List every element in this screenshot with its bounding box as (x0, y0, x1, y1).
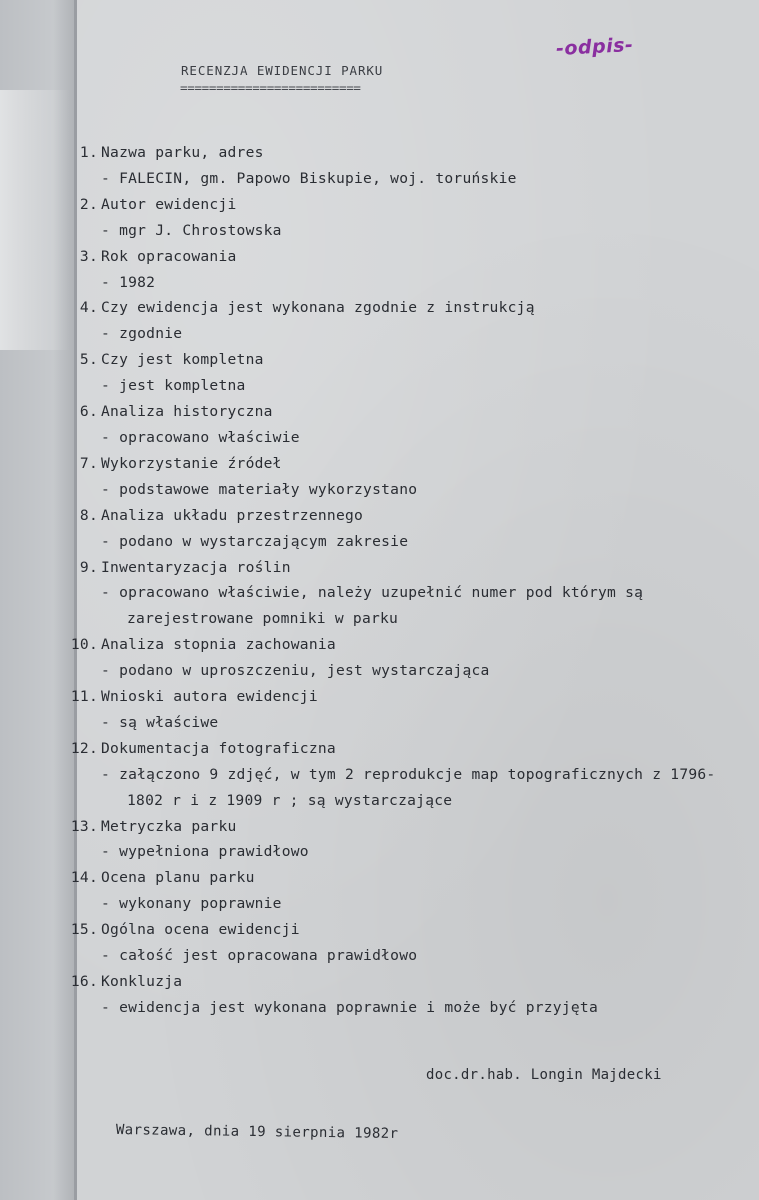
list-item (60, 244, 750, 296)
item-answer: - jest kompletna (101, 377, 246, 395)
item-label: Ogólna ocena ewidencji (101, 921, 300, 939)
item-number: 13. (70, 817, 98, 835)
item-answer: - załączono 9 zdjęć, w tym 2 reprodukcje map topograficznych z 1796-1802 r i z 1909 r ; są wystarczające (101, 765, 716, 809)
list-item (60, 295, 750, 347)
item-answer: - podstawowe materiały wykorzystano (101, 480, 418, 498)
item-number: 1. (79, 144, 98, 161)
item-label: Dokumentacja fotograficzna (101, 739, 336, 757)
item-number: 8. (79, 506, 98, 524)
item-label: Wnioski autora ewidencji (101, 688, 318, 706)
item-number: 12. (70, 739, 98, 757)
item-label: Analiza stopnia zachowania (101, 636, 336, 654)
item-answer: - ewidencja jest wykonana poprawnie i może być przyjęta (101, 998, 598, 1016)
item-number: 14. (70, 869, 98, 887)
list-item (60, 555, 750, 633)
item-number: 3. (79, 247, 98, 265)
item-number: 10. (70, 636, 98, 654)
copy-annotation: -odpis- (555, 33, 634, 61)
item-number: 15. (70, 921, 98, 939)
item-answer: - zgodnie (101, 325, 183, 343)
list-item (60, 969, 750, 1021)
list-item (60, 632, 750, 684)
item-number: 2. (79, 195, 98, 213)
item-answer: - opracowano właściwie (101, 428, 300, 446)
item-label: Analiza historyczna (101, 403, 273, 421)
item-number: 16. (70, 973, 98, 990)
item-label: Nazwa parku, adres (101, 144, 264, 161)
list-item (60, 451, 750, 503)
item-number: 7. (79, 454, 98, 472)
reviewer-signature: doc.dr.hab. Longin Majdecki (426, 1067, 662, 1083)
item-answer: - podano w uproszczeniu, jest wystarczająca (101, 662, 490, 680)
place-and-date: Warszawa, dnia 19 sierpnia 1982r (115, 1122, 399, 1142)
item-label: Rok opracowania (101, 247, 237, 265)
list-item (60, 684, 750, 736)
list-item (60, 814, 750, 866)
item-answer: - wypełniona prawidłowo (101, 843, 309, 861)
item-number: 5. (79, 351, 98, 369)
item-answer: - wykonany poprawnie (101, 895, 282, 913)
item-answer: - 1982 (101, 273, 156, 291)
item-label: Czy jest kompletna (101, 351, 264, 369)
item-answer: - mgr J. Chrostowska (101, 221, 282, 239)
item-number: 4. (79, 299, 98, 317)
item-label: Autor ewidencji (101, 195, 237, 213)
list-item (60, 140, 750, 192)
list-item (60, 503, 750, 555)
item-answer: - całość jest opracowana prawidłowo (101, 947, 418, 965)
item-label: Analiza układu przestrzennego (101, 506, 364, 524)
item-label: Wykorzystanie źródeł (101, 454, 282, 472)
item-answer: - są właściwe (101, 713, 219, 731)
list-item (60, 399, 750, 451)
document-title: RECENZJA EWIDENCJI PARKU (181, 63, 384, 78)
list-item (60, 347, 750, 399)
list-item (60, 917, 750, 969)
item-label: Ocena planu parku (101, 869, 255, 887)
list-item (60, 192, 750, 244)
item-answer: - opracowano właściwie, należy uzupełnić numer pod którym są zarejestrowane pomniki w parku (101, 584, 644, 628)
item-label: Metryczka parku (101, 817, 237, 835)
review-items-list (60, 140, 750, 1021)
item-label: Inwentaryzacja roślin (101, 558, 291, 576)
item-label: Konkluzja (101, 973, 183, 990)
item-answer: - FALECIN, gm. Papowo Biskupie, woj. toruńskie (101, 169, 517, 187)
item-number: 9. (79, 558, 98, 576)
title-underline: ========================= (180, 80, 361, 95)
item-label: Czy ewidencja jest wykonana zgodnie z instrukcją (101, 299, 535, 317)
list-item (60, 736, 750, 814)
list-item (60, 865, 750, 917)
item-number: 11. (70, 688, 98, 706)
item-answer: - podano w wystarczającym zakresie (101, 532, 409, 550)
item-number: 6. (79, 403, 98, 421)
